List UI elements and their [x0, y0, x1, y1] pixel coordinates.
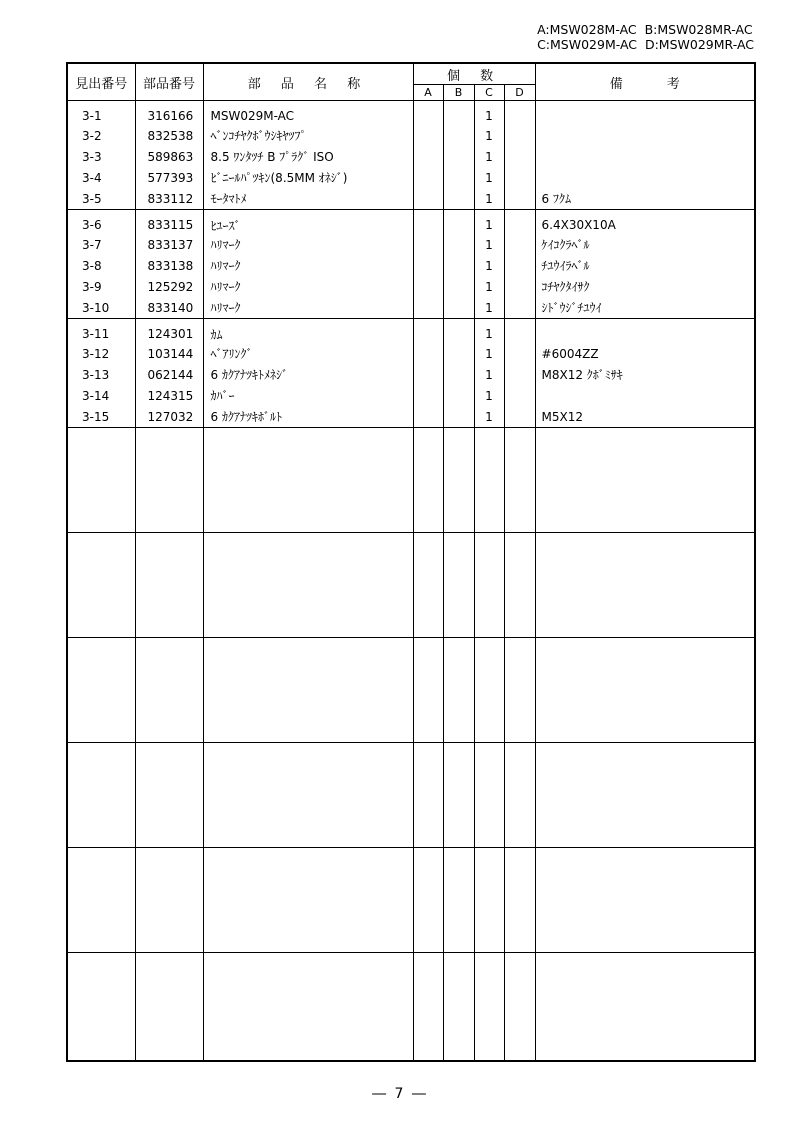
blank-cell [535, 533, 755, 638]
model-line-1: A:MSW028M-AC B:MSW028MR-AC [537, 22, 753, 37]
blank-cell [135, 848, 203, 953]
part-no-cell: 124301 [135, 319, 203, 344]
qty-d-cell [504, 297, 535, 319]
qty-c-cell: 1 [474, 343, 504, 364]
qty-d-cell [504, 234, 535, 255]
blank-cell [135, 533, 203, 638]
header-qty-a: A [413, 85, 443, 101]
blank-cell [474, 638, 504, 743]
part-no-cell: 833138 [135, 255, 203, 276]
header-remarks-char-1: 備 [609, 76, 623, 92]
table-row [67, 167, 755, 188]
table-row [67, 276, 755, 297]
remarks-cell: M8X12 ｸﾎﾞﾐｻｷ [535, 364, 755, 385]
qty-c-cell: 1 [474, 276, 504, 297]
blank-row [67, 428, 755, 533]
qty-b-cell [443, 364, 474, 385]
part-name-cell: ﾋﾕｰｽﾞ [203, 210, 413, 235]
blank-cell [443, 428, 474, 533]
qty-a-cell [413, 406, 443, 428]
blank-cell [203, 428, 413, 533]
table-row [67, 319, 755, 344]
remarks-cell: ﾁﾕｳｲﾗﾍﾞﾙ [535, 255, 755, 276]
blank-cell [443, 533, 474, 638]
part-no-cell: 316166 [135, 101, 203, 126]
blank-cell [67, 533, 135, 638]
part-name-cell: ﾍﾞﾝｺﾁﾔｸﾎﾞｳｼｷﾔﾂﾌﾟ [203, 125, 413, 146]
table-row [67, 343, 755, 364]
table-row [67, 297, 755, 319]
blank-cell [443, 743, 474, 848]
blank-cell [203, 533, 413, 638]
qty-d-cell [504, 167, 535, 188]
table-row [67, 101, 755, 126]
qty-d-cell [504, 276, 535, 297]
qty-a-cell [413, 276, 443, 297]
header-ref-no: 見出番号 [67, 63, 135, 101]
parts-table [66, 62, 756, 1062]
header-qty-c: C [474, 85, 504, 101]
remarks-cell [535, 146, 755, 167]
ref-no-cell: 3-7 [67, 234, 135, 255]
remarks-cell: ｼﾄﾞｳｼﾞﾁﾕｳｲ [535, 297, 755, 319]
blank-cell [413, 848, 443, 953]
qty-b-cell [443, 125, 474, 146]
qty-a-cell [413, 125, 443, 146]
ref-no-cell: 3-9 [67, 276, 135, 297]
qty-b-cell [443, 101, 474, 126]
qty-a-cell [413, 319, 443, 344]
qty-a-cell [413, 210, 443, 235]
blank-row [67, 743, 755, 848]
blank-cell [504, 428, 535, 533]
blank-cell [535, 953, 755, 1062]
blank-cell [474, 428, 504, 533]
ref-no-cell: 3-11 [67, 319, 135, 344]
part-name-cell: ﾊﾘﾏｰｸ [203, 297, 413, 319]
blank-cell [413, 638, 443, 743]
qty-b-cell [443, 406, 474, 428]
part-no-cell: 833140 [135, 297, 203, 319]
qty-b-cell [443, 385, 474, 406]
part-name-cell: 6 ｶｸｱﾅﾂｷﾎﾞﾙﾄ [203, 406, 413, 428]
blank-cell [535, 743, 755, 848]
model-list [537, 22, 754, 52]
part-name-cell: MSW029M-AC [203, 101, 413, 126]
qty-b-cell [443, 297, 474, 319]
remarks-cell [535, 319, 755, 344]
blank-cell [67, 848, 135, 953]
part-no-cell: 127032 [135, 406, 203, 428]
remarks-cell [535, 101, 755, 126]
part-name-cell: ｶﾑ [203, 319, 413, 344]
blank-cell [535, 638, 755, 743]
qty-d-cell [504, 364, 535, 385]
remarks-cell: M5X12 [535, 406, 755, 428]
blank-cell [135, 743, 203, 848]
blank-cell [413, 953, 443, 1062]
blank-cell [474, 848, 504, 953]
qty-b-cell [443, 276, 474, 297]
remarks-cell: ｺﾁﾔｸﾀｲｻｸ [535, 276, 755, 297]
qty-c-cell: 1 [474, 364, 504, 385]
qty-b-cell [443, 146, 474, 167]
blank-cell [203, 953, 413, 1062]
ref-no-cell: 3-1 [67, 101, 135, 126]
qty-c-cell: 1 [474, 146, 504, 167]
qty-a-cell [413, 146, 443, 167]
part-no-cell: 125292 [135, 276, 203, 297]
qty-b-cell [443, 188, 474, 210]
ref-no-cell: 3-14 [67, 385, 135, 406]
qty-b-cell [443, 255, 474, 276]
part-name-cell: ｶﾊﾞｰ [203, 385, 413, 406]
blank-cell [413, 533, 443, 638]
blank-cell [135, 638, 203, 743]
table-row [67, 146, 755, 167]
qty-c-cell: 1 [474, 406, 504, 428]
blank-cell [474, 533, 504, 638]
blank-cell [504, 953, 535, 1062]
qty-d-cell [504, 101, 535, 126]
qty-c-cell: 1 [474, 167, 504, 188]
qty-d-cell [504, 385, 535, 406]
qty-c-cell: 1 [474, 125, 504, 146]
qty-d-cell [504, 255, 535, 276]
ref-no-cell: 3-5 [67, 188, 135, 210]
part-no-cell: 833115 [135, 210, 203, 235]
qty-b-cell [443, 234, 474, 255]
ref-no-cell: 3-13 [67, 364, 135, 385]
remarks-cell [535, 125, 755, 146]
qty-d-cell [504, 210, 535, 235]
blank-cell [443, 848, 474, 953]
part-no-cell: 103144 [135, 343, 203, 364]
ref-no-cell: 3-12 [67, 343, 135, 364]
qty-c-cell: 1 [474, 385, 504, 406]
blank-cell [203, 638, 413, 743]
blank-cell [67, 743, 135, 848]
table-row [67, 188, 755, 210]
qty-b-cell [443, 343, 474, 364]
model-line-2: C:MSW029M-AC D:MSW029MR-AC [537, 37, 754, 52]
qty-a-cell [413, 234, 443, 255]
header-part-name: 部 品 名 称 [203, 63, 413, 101]
qty-c-cell: 1 [474, 210, 504, 235]
blank-cell [135, 953, 203, 1062]
part-no-cell: 589863 [135, 146, 203, 167]
qty-a-cell [413, 343, 443, 364]
ref-no-cell: 3-6 [67, 210, 135, 235]
blank-cell [504, 533, 535, 638]
part-no-cell: 062144 [135, 364, 203, 385]
header-qty-d: D [504, 85, 535, 101]
remarks-cell: 6 ﾌｸﾑ [535, 188, 755, 210]
header-remarks-char-2: 考 [666, 76, 680, 92]
qty-b-cell [443, 319, 474, 344]
qty-b-cell [443, 167, 474, 188]
blank-row [67, 953, 755, 1062]
ref-no-cell: 3-3 [67, 146, 135, 167]
blank-row [67, 638, 755, 743]
ref-no-cell: 3-15 [67, 406, 135, 428]
part-no-cell: 124315 [135, 385, 203, 406]
part-no-cell: 577393 [135, 167, 203, 188]
qty-d-cell [504, 146, 535, 167]
part-name-cell: 6 ｶｸｱﾅﾂｷﾄﾒﾈｼﾞ [203, 364, 413, 385]
qty-a-cell [413, 385, 443, 406]
qty-c-cell: 1 [474, 319, 504, 344]
blank-cell [67, 953, 135, 1062]
blank-row [67, 848, 755, 953]
table-row [67, 255, 755, 276]
blank-cell [443, 953, 474, 1062]
table-row [67, 385, 755, 406]
blank-row [67, 533, 755, 638]
qty-a-cell [413, 255, 443, 276]
part-name-cell: 8.5 ﾜﾝﾀﾂﾁ B ﾌﾟﾗｸﾞ ISO [203, 146, 413, 167]
blank-cell [67, 638, 135, 743]
qty-a-cell [413, 297, 443, 319]
part-no-cell: 832538 [135, 125, 203, 146]
qty-b-cell [443, 210, 474, 235]
part-name-cell: ﾋﾞﾆｰﾙﾊﾟﾂｷﾝ(8.5MM ｵﾈｼﾞ) [203, 167, 413, 188]
ref-no-cell: 3-2 [67, 125, 135, 146]
qty-c-cell: 1 [474, 297, 504, 319]
qty-a-cell [413, 101, 443, 126]
qty-c-cell: 1 [474, 255, 504, 276]
remarks-cell: ｹｲｺｸﾗﾍﾞﾙ [535, 234, 755, 255]
qty-c-cell: 1 [474, 234, 504, 255]
qty-c-cell: 1 [474, 188, 504, 210]
blank-cell [413, 428, 443, 533]
part-name-cell: ﾍﾞｱﾘﾝｸﾞ [203, 343, 413, 364]
ref-no-cell: 3-8 [67, 255, 135, 276]
blank-cell [474, 953, 504, 1062]
part-name-cell: ﾓｰﾀﾏﾄﾒ [203, 188, 413, 210]
blank-cell [535, 428, 755, 533]
header-remarks [535, 63, 755, 101]
qty-d-cell [504, 319, 535, 344]
part-no-cell: 833112 [135, 188, 203, 210]
blank-cell [203, 743, 413, 848]
header-part-no: 部品番号 [135, 63, 203, 101]
blank-cell [474, 743, 504, 848]
qty-a-cell [413, 188, 443, 210]
remarks-cell [535, 385, 755, 406]
qty-d-cell [504, 188, 535, 210]
part-name-cell: ﾊﾘﾏｰｸ [203, 234, 413, 255]
ref-no-cell: 3-10 [67, 297, 135, 319]
remarks-cell: 6.4X30X10A [535, 210, 755, 235]
remarks-cell: #6004ZZ [535, 343, 755, 364]
qty-c-cell: 1 [474, 101, 504, 126]
blank-cell [504, 743, 535, 848]
table-row [67, 364, 755, 385]
blank-cell [135, 428, 203, 533]
remarks-cell [535, 167, 755, 188]
parts-rows [67, 101, 755, 1062]
table-row [67, 210, 755, 235]
table-row [67, 234, 755, 255]
blank-cell [443, 638, 474, 743]
qty-a-cell [413, 364, 443, 385]
qty-d-cell [504, 125, 535, 146]
blank-cell [67, 428, 135, 533]
blank-cell [203, 848, 413, 953]
qty-d-cell [504, 343, 535, 364]
part-name-cell: ﾊﾘﾏｰｸ [203, 276, 413, 297]
table-row [67, 406, 755, 428]
qty-a-cell [413, 167, 443, 188]
qty-d-cell [504, 406, 535, 428]
header-qty-b: B [443, 85, 474, 101]
blank-cell [413, 743, 443, 848]
blank-cell [504, 848, 535, 953]
part-name-cell: ﾊﾘﾏｰｸ [203, 255, 413, 276]
header-quantity: 個 数 [413, 63, 535, 85]
blank-cell [535, 848, 755, 953]
blank-cell [504, 638, 535, 743]
page-number: ― 7 ― [372, 1086, 428, 1102]
table-row [67, 125, 755, 146]
ref-no-cell: 3-4 [67, 167, 135, 188]
part-no-cell: 833137 [135, 234, 203, 255]
